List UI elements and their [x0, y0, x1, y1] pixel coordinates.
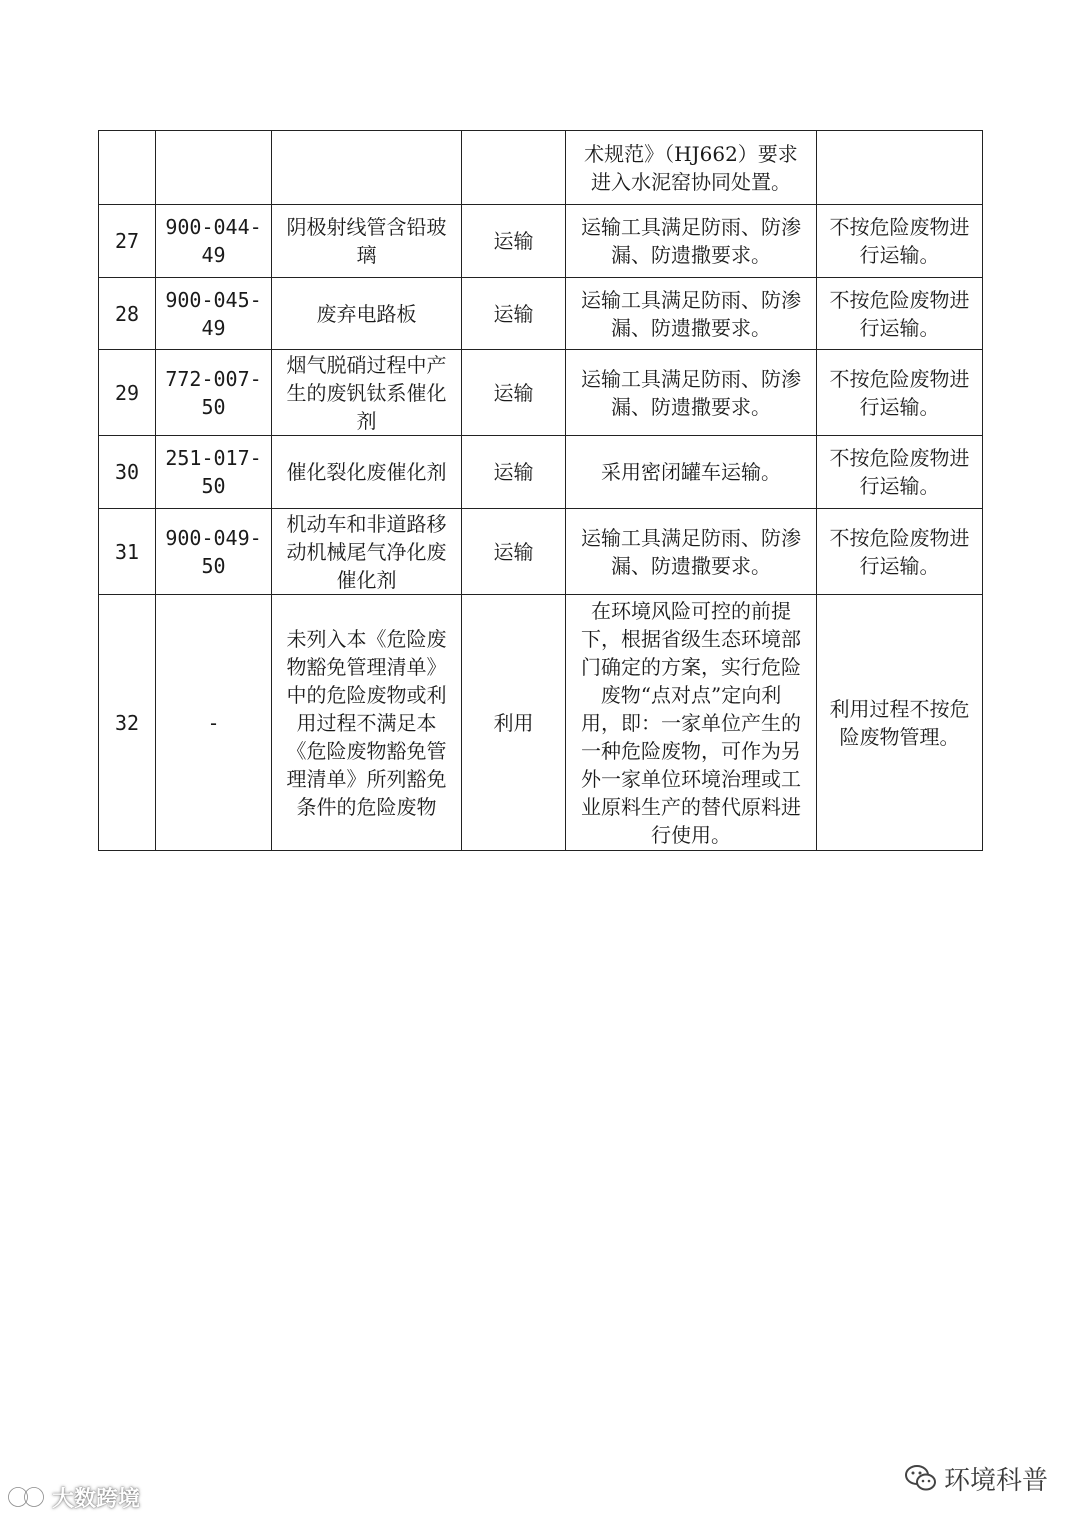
exempt-content: 不按危险废物进 行运输。 [817, 205, 983, 278]
wechat-icon [904, 1463, 938, 1493]
exempt-content: 不按危险废物进 行运输。 [817, 509, 983, 595]
exempt-stage: 利用 [462, 595, 566, 851]
waste-code: 900-049- 50 [156, 509, 272, 595]
waste-name [272, 131, 462, 205]
waste-name: 废弃电路板 [272, 278, 462, 350]
watermark-right-text: 环境科普 [943, 1465, 1048, 1496]
exempt-content: 不按危险废物进 行运输。 [817, 350, 983, 436]
exempt-condition: 采用密闭罐车运输。 [566, 436, 817, 509]
exempt-condition: 运输工具满足防雨、防渗 漏、防遗撒要求。 [566, 205, 817, 278]
exempt-stage: 运输 [462, 350, 566, 436]
exempt-stage: 运输 [462, 436, 566, 509]
waste-name: 催化裂化废催化剂 [272, 436, 462, 509]
table-row [99, 278, 983, 350]
waste-code: 900-045- 49 [156, 278, 272, 350]
watermark-account [904, 1455, 1048, 1501]
waste-code [156, 131, 272, 205]
row-number [99, 131, 156, 205]
table-row [99, 205, 983, 278]
exempt-content: 利用过程不按危 险废物管理。 [817, 595, 983, 851]
table-row [99, 509, 983, 595]
table-row [99, 131, 983, 205]
exempt-content [817, 131, 983, 205]
watermark-dashujingjing [8, 1477, 140, 1517]
exempt-stage: 运输 [462, 509, 566, 595]
row-number: 32 [99, 595, 156, 851]
exemption-table [98, 130, 983, 851]
waste-code: 900-044- 49 [156, 205, 272, 278]
row-number: 29 [99, 350, 156, 436]
exempt-content: 不按危险废物进 行运输。 [817, 436, 983, 509]
table-row [99, 350, 983, 436]
row-number: 30 [99, 436, 156, 509]
waste-name: 烟气脱硝过程中产 生的废钒钛系催化 剂 [272, 350, 462, 436]
table-row [99, 595, 983, 851]
row-number: 28 [99, 278, 156, 350]
waste-name: 阴极射线管含铅玻 璃 [272, 205, 462, 278]
exempt-condition: 在环境风险可控的前提 下，根据省级生态环境部 门确定的方案，实行危险 废物“点对点”定向利 用，即：一家单位产生的 一种危险废物，可作为另 外一家单位环境治理或工 业原料生产的替代原料进 行使用。 [566, 595, 817, 851]
brand-logo-icon [8, 1485, 46, 1509]
exempt-stage: 运输 [462, 278, 566, 350]
waste-name: 未列入本《危险废 物豁免管理清单》 中的危险废物或利 用过程不满足本 《危险废物豁免管 理清单》所列豁免 条件的危险废物 [272, 595, 462, 851]
exempt-stage: 运输 [462, 205, 566, 278]
exempt-condition: 运输工具满足防雨、防渗 漏、防遗撒要求。 [566, 509, 817, 595]
exempt-condition: 运输工具满足防雨、防渗 漏、防遗撒要求。 [566, 278, 817, 350]
waste-code: 772-007- 50 [156, 350, 272, 436]
row-number: 27 [99, 205, 156, 278]
waste-code: 251-017- 50 [156, 436, 272, 509]
waste-code: - [156, 595, 272, 851]
waste-name: 机动车和非道路移 动机械尾气净化废 催化剂 [272, 509, 462, 595]
row-number: 31 [99, 509, 156, 595]
exempt-stage [462, 131, 566, 205]
exempt-content: 不按危险废物进 行运输。 [817, 278, 983, 350]
exempt-condition: 运输工具满足防雨、防渗 漏、防遗撒要求。 [566, 350, 817, 436]
exempt-condition: 术规范》（HJ662）要求 进入水泥窑协同处置。 [566, 131, 817, 205]
watermark-left-text: 大数跨境 [52, 1486, 141, 1512]
table-row [99, 436, 983, 509]
